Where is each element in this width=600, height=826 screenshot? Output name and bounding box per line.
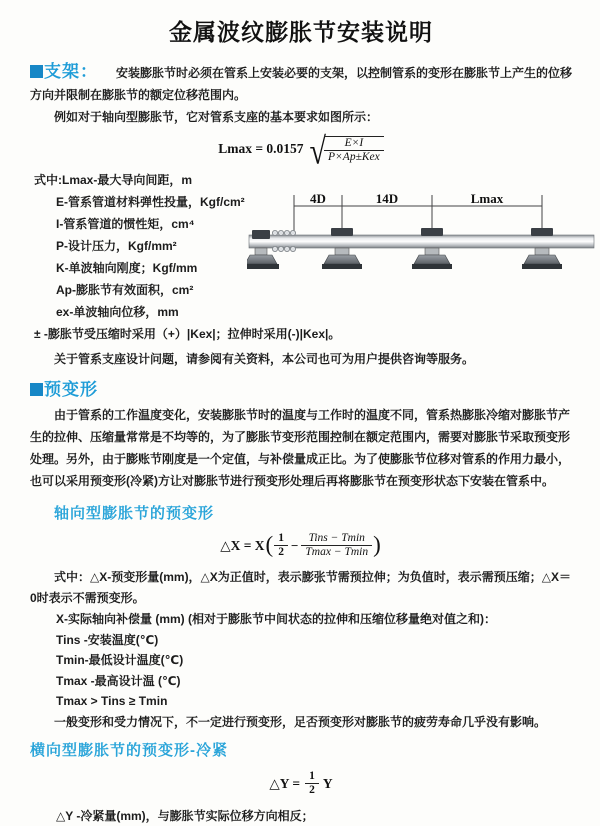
definition-line: 式中:Lmax-最大导向间距，m: [34, 172, 193, 187]
predeform-section-heading-row: [30, 379, 572, 402]
lateral-subsection-heading: 横向型膨胀节的预变形-冷紧: [30, 742, 228, 759]
definition-line: ± -膨胀节受压缩时采用（+）|Kex|；拉伸时采用(-)|Kex|。: [34, 326, 341, 341]
definition-line: Tmax -最高设计温 (℃): [56, 673, 181, 688]
one-half-fraction: [274, 532, 288, 559]
fraction-numerator: 1: [278, 532, 284, 544]
definition-line: P-设计压力，Kgf/mm²: [56, 238, 177, 253]
section-marker-icon: [30, 383, 43, 396]
definition-line: K-单波轴向刚度；Kgf/mm: [56, 260, 198, 275]
lmax-formula-fraction: [324, 136, 384, 164]
fraction-denominator: Tmax − Tmin: [301, 545, 372, 559]
lateral-predeform-formula: [30, 770, 572, 797]
definition-line: Tmax > Tins ≥ Tmin: [56, 694, 168, 708]
guide-support: [322, 228, 362, 269]
dimension-lines: [294, 195, 542, 234]
temperature-fraction: [301, 532, 372, 559]
close-paren: ): [373, 531, 381, 557]
axial-subsection-heading: 轴向型膨胀节的预变形: [54, 505, 215, 522]
support-example-text: 例如对于轴向型膨胀节，它对管系支座的基本要求如图所示：: [54, 110, 379, 124]
lmax-formula-lhs: Lmax = 0.0157: [218, 140, 304, 156]
definition-line: ex-单波轴向位移，mm: [56, 304, 179, 319]
predeform-body-text: 由于管系的工作温度变化，安装膨胀节时的温度与工作时的温度不同，管系热膨胀冷缩对膨胀节产生的拉伸、压缩量常常是不均等的，为了膨胀节变形范围控制在额定范围内，需要对膨胀节采取预变形处理。另外，由于膨账节刚度是一个定值，与补偿量成正比。为了使膨胀节位移对管系的作用力最小，也可以采用预变形(冷紧)方让对膨胀节进行预变形处理后再将膨胀节在预变形状态下安装在管系中。: [30, 408, 571, 488]
lateral-formula-lhs: △Y =: [269, 775, 301, 791]
definition-line: Tmin-最低设计温度(℃): [56, 653, 184, 667]
guide-support: [412, 228, 452, 269]
lateral-formula-note: △Y -冷紧量(mm)，与膨胀节实际位移方向相反；: [56, 809, 314, 823]
support-closing-text: 关于管系支座设计问题，请参阅有关资料，本公司也可为用户提供咨询等服务。: [54, 351, 475, 366]
open-paren: (: [265, 531, 274, 557]
lmax-formula-numerator: E×I: [344, 136, 364, 149]
support-section-heading: 支架：: [44, 62, 98, 81]
fraction-denominator: 2: [274, 545, 288, 559]
fraction-denominator: 2: [305, 783, 319, 797]
minus-operator: −: [290, 537, 299, 553]
lmax-formula: [30, 130, 572, 172]
page-title: 金属波纹膨胀节安装说明: [169, 19, 433, 45]
definition-line: I-管系管道的惯性矩，cm⁴: [56, 216, 195, 231]
section-marker-icon: [30, 65, 43, 78]
lateral-formula-rhs: Y: [322, 775, 333, 791]
support-section-heading-row: [30, 61, 572, 106]
axial-predeform-formula: [30, 532, 572, 559]
radical-sign: √: [309, 130, 327, 172]
dim-label-14d: 14D: [375, 191, 399, 206]
dim-label-lmax: Lmax: [470, 191, 504, 206]
guide-support: [522, 228, 562, 269]
fraction-numerator: 1: [309, 770, 315, 782]
definition-line: X-实际轴向补偿量 (mm) (相对于膨胀节中间状态的拉伸和压缩位移量绝对值之和)：: [56, 612, 496, 626]
axial-formula-note: 式中：△X-预变形量(mm)，△X为正值时，表示膨张节需预拉伸；为负值时，表示需预压缩；△X＝0时表示不需预变形。: [30, 570, 572, 605]
pipe-diagram-svg: [247, 190, 597, 290]
one-half-fraction: [305, 770, 319, 797]
axial-closing-text: 一般变形和受力情况下，不一定进行预变形，足否预变形对膨胀节的疲劳寿命几乎没有影响。: [54, 714, 547, 729]
definition-line: E-管系管道材料弹性投量，Kgf/cm²: [56, 194, 245, 209]
pipe-support-diagram: [247, 190, 597, 290]
fraction-numerator: Tins − Tmin: [308, 532, 365, 544]
axial-definition-list: [30, 609, 572, 712]
predeform-section-heading: 预变形: [44, 380, 98, 399]
lmax-formula-denominator: P×Ap±Kex: [324, 150, 384, 164]
pipe: [249, 235, 594, 248]
definition-line: Tins -安装温度(℃): [56, 632, 159, 647]
axial-formula-lhs: △X = X: [220, 537, 265, 553]
dim-label-4d: 4D: [310, 191, 326, 206]
support-intro-text: 安装膨胀节时必须在管系上安装必要的支架，以控制管系的变形在膨胀节上产生的位移方向并限制在膨胀节的额定位移范围内。: [30, 66, 573, 102]
definition-line: Ap-膨胀节有效面积，cm²: [56, 282, 194, 297]
